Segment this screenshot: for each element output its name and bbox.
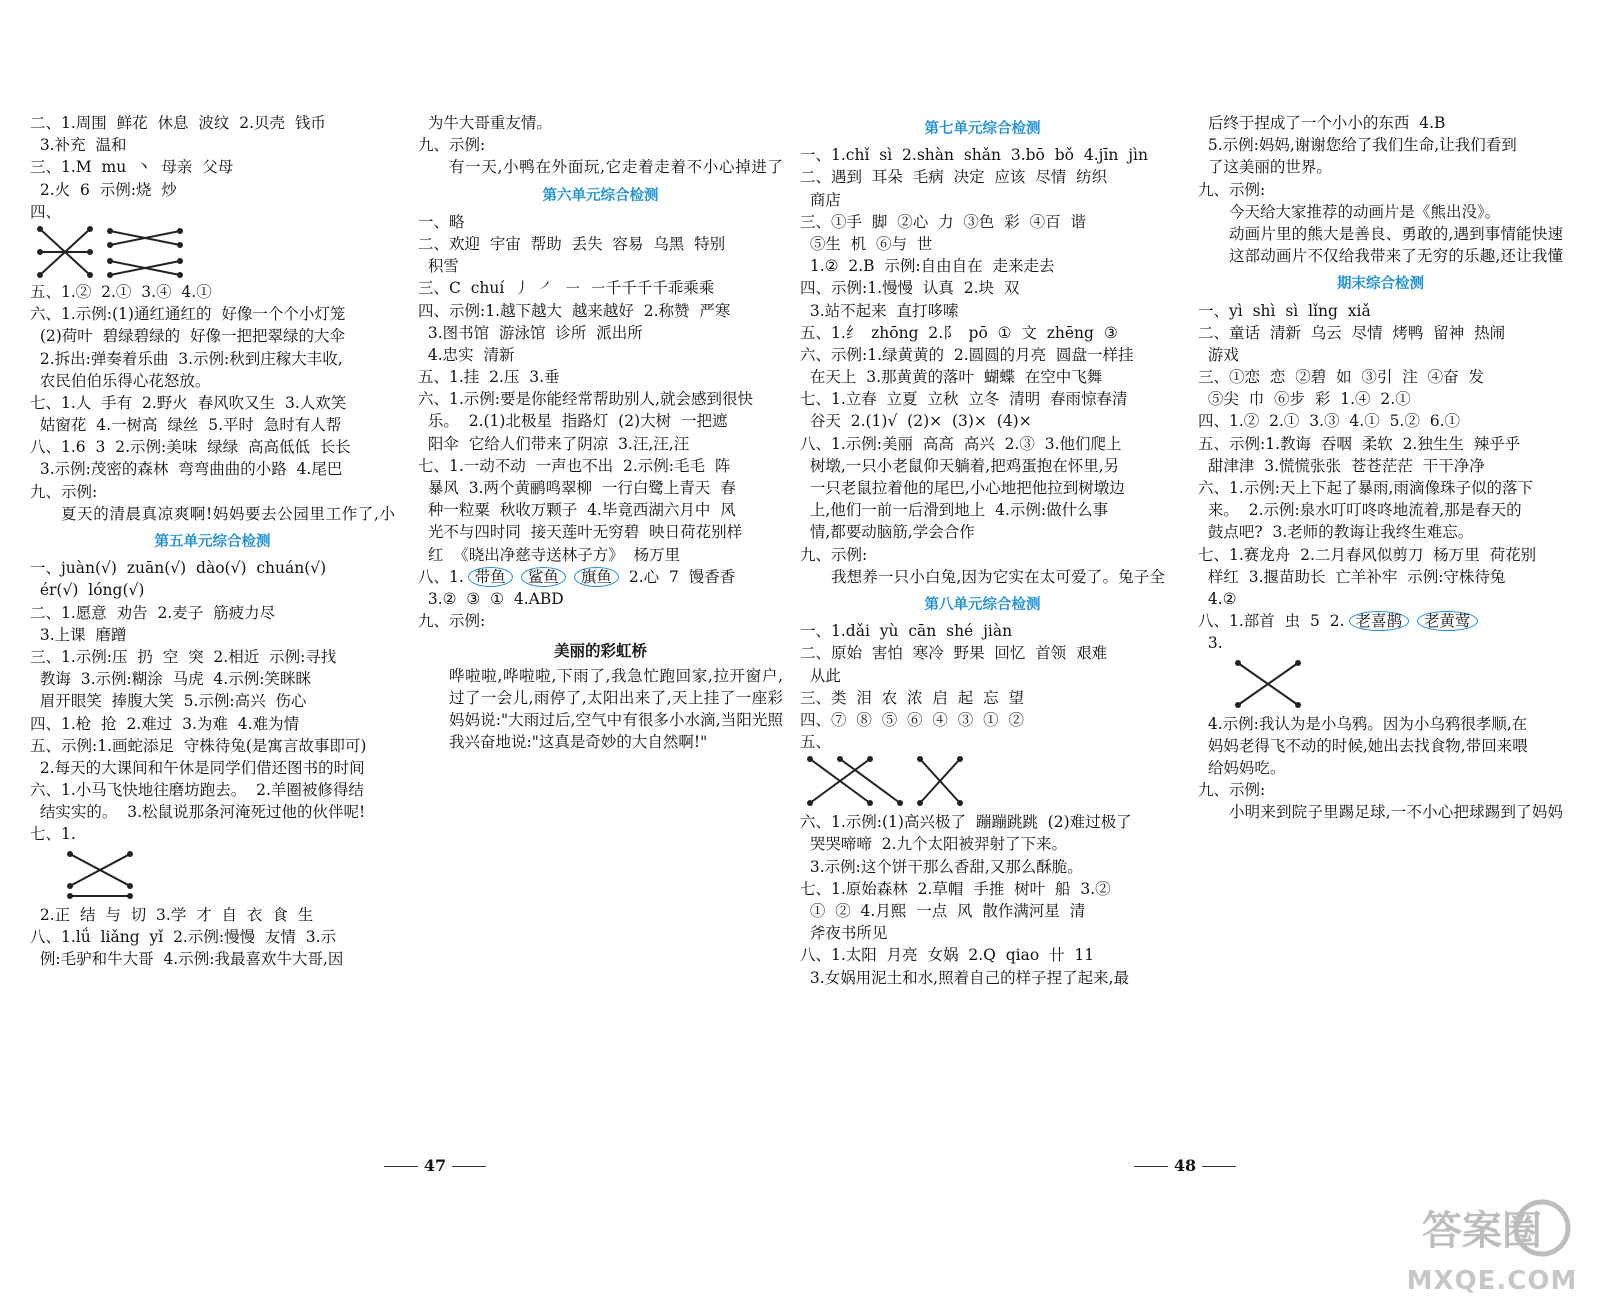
- answer-line-circled: [1198, 610, 1563, 632]
- answer-line: 六、1.示例:(1)通红通红的 好像一个个小灯笼: [30, 305, 346, 324]
- circled-answer: 旗鱼: [574, 567, 619, 587]
- matching-dot: [1295, 660, 1301, 666]
- answer-line: 二、1.愿意 劝告 2.麦子 筋疲力尽: [30, 603, 276, 622]
- answer-line: 四、: [30, 202, 62, 221]
- matching-dot: [177, 228, 183, 234]
- answer-line: 五、: [800, 733, 832, 752]
- answer-line: 六、1.示例:(1)高兴极了 蹦蹦跳跳 (2)难过极了: [800, 813, 1132, 832]
- answer-line: 3.② ③ ① 4.ABD: [418, 589, 564, 608]
- answer-line: 例:毛驴和牛大哥 4.示例:我最喜欢牛大哥,因: [30, 950, 344, 969]
- circled-answer: 老喜鹊: [1349, 611, 1410, 631]
- matching-dot: [37, 272, 43, 278]
- matching-dot: [127, 851, 133, 857]
- answer-line: 四、示例:1.越下越大 越来越好 2.称赞 严寒: [418, 301, 731, 320]
- answer-line: 树墩,一只小老鼠仰天躺着,把鸡蛋抱在怀里,另: [800, 456, 1120, 475]
- essay-paragraph: 我想养一只小白兔,因为它实在太可爱了。兔子全: [831, 567, 1165, 586]
- matching-dot: [897, 800, 903, 806]
- answer-line: 了这美丽的世界。: [1198, 158, 1332, 177]
- answer-line: 三、①手 脚 ②心 力 ③色 彩 ④百 谐: [800, 212, 1086, 231]
- answer-line: 九、示例:: [30, 482, 98, 501]
- answer-line: 一、1.dǎi yù cān shé jiàn: [800, 622, 1013, 641]
- watermark: [1402, 1196, 1582, 1296]
- matching-diagram: [30, 846, 395, 904]
- answer-line: 甜津津 3.慌慌张张 苍苍茫茫 干干净净: [1198, 456, 1485, 475]
- circled-answer: 鲨鱼: [521, 567, 566, 587]
- answer-line: 九、示例:: [800, 545, 868, 564]
- matching-dot: [867, 756, 873, 762]
- answer-line: 从此: [800, 666, 841, 685]
- matching-dot: [107, 228, 113, 234]
- answer-line: 八、1.示例:美丽 高高 高兴 2.③ 3.他们爬上: [800, 434, 1122, 453]
- answer-line: 3.图书馆 游泳馆 诊所 派出所: [418, 323, 643, 342]
- answer-line: 眉开眼笑 捧腹大笑 5.示例:高兴 伤心: [30, 692, 307, 711]
- answer-line: ⑤生 机 ⑥与 世: [800, 234, 933, 253]
- column-4: [1198, 112, 1563, 823]
- matching-dot: [87, 249, 93, 255]
- answer-line: 鼓点吧? 3.老师的教诲让我终生难忘。: [1198, 523, 1474, 542]
- essay-paragraph: 我兴奋地说:"这真是奇妙的大自然啊!": [449, 733, 708, 752]
- answer-line: 结实实的。 3.松鼠说那条河淹死过他的伙伴呢!: [30, 803, 366, 822]
- circled-answer: 2.心 7 馒香香: [628, 567, 736, 586]
- essay-paragraph: 今天给大家推荐的动画片是《熊出没》。: [1229, 202, 1501, 221]
- matching-diagram: [1198, 655, 1563, 713]
- watermark-logo: [1412, 1196, 1572, 1262]
- answer-line: 三、类 泪 农 浓 启 起 忘 望: [800, 688, 1024, 707]
- essay-paragraph: 过了一会儿,雨停了,太阳出来了,天上挂了一座彩: [449, 688, 783, 707]
- matching-dot: [37, 226, 43, 232]
- answer-line: 妈妈老得飞不动的时候,她出去找食物,带回来喂: [1198, 736, 1528, 755]
- essay-paragraph: 哗啦啦,哗啦啦,下雨了,我急忙跑回家,拉开窗户,: [449, 666, 783, 685]
- matching-dot: [957, 756, 963, 762]
- matching-dot: [127, 893, 133, 899]
- answer-line: 4.忠实 清新: [418, 345, 515, 364]
- line-prefix: 八、1.: [418, 567, 464, 586]
- watermark-logo-text: 答案圈: [1422, 1208, 1542, 1254]
- answer-line: 七、1.一动不动 一声也不出 2.示例:毛毛 阵: [418, 456, 731, 475]
- answer-line: 1.② 2.B 示例:自由自在 走来走去: [800, 257, 1055, 276]
- matching-dot: [37, 249, 43, 255]
- watermark-site: MXQE.COM: [1406, 1266, 1578, 1296]
- answer-line: 游戏: [1198, 345, 1239, 364]
- answer-line: 4.②: [1198, 589, 1237, 608]
- answer-line: 红 《晓出净慈寺送林子方》 杨万里: [418, 545, 681, 564]
- essay-paragraph: 这部动画片不仅给我带来了无穷的乐趣,还让我懂: [1229, 247, 1563, 266]
- answer-line: 给妈妈吃。: [1198, 758, 1286, 777]
- answer-line: 八、1.6 3 2.示例:美味 绿绿 高高低低 长长: [30, 438, 351, 457]
- answer-line: 种一粒粟 秋收万颗子 4.毕竟西湖六月中 风: [418, 501, 736, 520]
- answer-line: 来。 2.示例:泉水叮叮咚咚地流着,那是春天的: [1198, 501, 1522, 520]
- matching-dot: [917, 800, 923, 806]
- matching-dot: [107, 272, 113, 278]
- answer-line: 八、1.太阳 月亮 女娲 2.Q qiao 卄 11: [800, 946, 1095, 965]
- matching-dot: [807, 756, 813, 762]
- answer-line: 在天上 3.那黄黄的落叶 蝴蝶 在空中飞舞: [800, 368, 1103, 387]
- answer-line: ér(√) lóng(√): [30, 581, 145, 600]
- matching-dot: [177, 242, 183, 248]
- answer-line: 为牛大哥重友情。: [418, 114, 552, 132]
- essay-paragraph: 小明来到院子里踢足球,一不小心把球踢到了妈妈: [1229, 803, 1563, 822]
- page-number-left: 47: [370, 1156, 500, 1175]
- answer-line: 光不与四时同 接天莲叶无穷碧 映日荷花别样: [418, 523, 743, 542]
- essay-paragraph: 夏天的清晨真凉爽啊!妈妈要去公园里工作了,小: [61, 504, 395, 523]
- answer-line: 六、示例:1.绿黄黄的 2.圆圆的月亮 圆盘一样挂: [800, 345, 1134, 364]
- answer-line: ⑤尖 巾 ⑥步 彩 1.④ 2.①: [1198, 390, 1411, 409]
- answer-line: 六、1.示例:要是你能经常帮助别人,就会感到很快: [418, 390, 753, 409]
- matching-dot: [87, 226, 93, 232]
- answer-line: 九、示例:: [418, 612, 486, 631]
- answer-line: 七、1.赛龙舟 2.二月春风似剪刀 杨万里 荷花别: [1198, 545, 1537, 564]
- matching-dot: [67, 851, 73, 857]
- answer-line: 情,都要动脑筋,学会合作: [800, 523, 975, 542]
- answer-line: 2.每天的大课间和午休是同学们借还图书的时间: [30, 758, 365, 777]
- matching-dot: [917, 756, 923, 762]
- section-heading: 第八单元综合检测: [924, 596, 1041, 613]
- answer-line: 暴风 3.两个黄鹂鸣翠柳 一行白鹭上青天 春: [418, 479, 736, 498]
- answer-line: 一、略: [418, 212, 465, 231]
- answer-line: 上,他们一前一后滑到地上 4.示例:做什么事: [800, 501, 1109, 520]
- answer-line: 二、童话 清新 乌云 尽情 烤鸭 留神 热闹: [1198, 323, 1506, 342]
- matching-dot: [177, 258, 183, 264]
- section-heading: 第六单元综合检测: [542, 187, 659, 204]
- answer-line: 积雪: [418, 257, 459, 276]
- answer-line: 阳伞 它给人们带来了阴凉 3.汪,汪,汪: [418, 434, 690, 453]
- answer-line: 三、1.M mu 丶 母亲 父母: [30, 158, 234, 177]
- answer-line: 九、示例:: [1198, 781, 1266, 800]
- answer-line: 4.示例:我认为是小乌鸦。因为小乌鸦很孝顺,在: [1198, 714, 1528, 733]
- answer-line: 斧夜书所见: [800, 924, 888, 943]
- answer-line: 教诲 3.示例:糊涂 马虎 4.示例:笑眯眯: [30, 670, 311, 689]
- answer-line: 六、1.小马飞快地往磨坊跑去。 2.羊圈被修得结: [30, 781, 364, 800]
- matching-line: [840, 759, 900, 803]
- matching-dot: [957, 800, 963, 806]
- matching-dot: [87, 272, 93, 278]
- answer-line: 七、1.人 手有 2.野火 春风吹又生 3.人欢笑: [30, 393, 347, 412]
- answer-line: 四、示例:1.慢慢 认真 2.块 双: [800, 279, 1020, 298]
- answer-line: 后终于捏成了一个小小的东西 4.B: [1198, 114, 1446, 132]
- answer-line: 2.拆出:弹奏着乐曲 3.示例:秋到庄稼大丰收,: [30, 349, 343, 368]
- answer-line: 五、示例:1.教诲 吞咽 柔软 2.独生生 辣乎乎: [1198, 434, 1521, 453]
- answer-line: 三、①恋 恋 ②碧 如 ③引 注 ④奋 发: [1198, 368, 1484, 387]
- matching-dot: [1295, 702, 1301, 708]
- matching-dot: [107, 242, 113, 248]
- answer-line: 五、示例:1.画蛇添足 守株待兔(是寓言故事即可): [30, 736, 367, 755]
- answer-line: (2)荷叶 碧绿碧绿的 好像一把把翠绿的大伞: [30, 327, 346, 346]
- answer-line: 3.: [1198, 634, 1223, 653]
- matching-dot: [807, 800, 813, 806]
- answer-line: 四、1.枪 抢 2.难过 3.为难 4.难为情: [30, 714, 300, 733]
- answer-line: 2.火 6 示例:烧 炒: [30, 180, 177, 199]
- answer-line: 七、1.立春 立夏 立秋 立冬 清明 春雨惊春清: [800, 390, 1128, 409]
- answer-line: 3.补充 温和: [30, 136, 127, 155]
- answer-line: 5.示例:妈妈,谢谢您给了我们生命,让我们看到: [1198, 136, 1517, 155]
- answer-line: 谷天 2.(1)√ (2)× (3)× (4)×: [800, 412, 1032, 431]
- right-page: [800, 0, 1600, 1306]
- answer-line: 乐。 2.(1)北极星 指路灯 (2)大树 一把遮: [418, 412, 728, 431]
- matching-dot: [67, 883, 73, 889]
- answer-line: 3.女娲用泥土和水,照着自己的样子捏了起来,最: [800, 968, 1129, 987]
- answer-line: 农民伯伯乐得心花怒放。: [30, 371, 211, 390]
- column-1: [30, 112, 395, 970]
- answer-line: ① ② 4.月熙 一点 风 散作满河星 清: [800, 902, 1086, 921]
- answer-line: 一、yì shì sì lǐng xiǎ: [1198, 301, 1371, 320]
- answer-line: 五、1.挂 2.压 3.垂: [418, 368, 560, 387]
- essay-paragraph: 妈妈说:"大雨过后,空气中有很多小水滴,当阳光照: [449, 710, 783, 729]
- answer-line: 八、1.lǘ liǎng yǐ 2.示例:慢慢 友情 3.示: [30, 927, 337, 946]
- section-heading: 期末综合检测: [1337, 276, 1424, 293]
- answer-line: 五、1.纟 zhōng 2.阝 pō ① 文 zhēng ③: [800, 323, 1118, 342]
- matching-dot: [107, 258, 113, 264]
- circled-answer: 老黄莺: [1417, 611, 1478, 631]
- answer-line: 九、示例:: [1198, 180, 1266, 199]
- answer-line: 哭哭啼啼 2.九个太阳被羿射了下来。: [800, 835, 1067, 854]
- section-heading: 第五单元综合检测: [154, 534, 271, 550]
- answer-line: 七、1.: [30, 825, 76, 844]
- answer-line: 三、1.示例:压 扔 空 突 2.相近 示例:寻找: [30, 647, 337, 666]
- matching-diagram: [800, 753, 1165, 811]
- answer-line: 二、原始 害怕 寒冷 野果 回忆 首领 艰难: [800, 644, 1108, 663]
- matching-diagram: [30, 223, 395, 281]
- answer-line: 一、1.chǐ sì 2.shàn shǎn 3.bō bǒ 4.jīn jìn: [800, 146, 1148, 165]
- answer-line: 二、遇到 耳朵 毛病 决定 应该 尽情 纺织: [800, 168, 1108, 187]
- answer-line: 商店: [800, 190, 841, 209]
- matching-dot: [1235, 702, 1241, 708]
- essay-title: 美丽的彩虹桥: [553, 641, 647, 661]
- answer-line: 四、⑦ ⑧ ⑤ ⑥ ④ ③ ① ②: [800, 710, 1024, 729]
- column-3: [800, 112, 1165, 989]
- essay-paragraph: 有一天,小鸭在外面玩,它走着走着不小心掉进了: [449, 158, 783, 177]
- answer-line: 五、1.② 2.① 3.④ 4.①: [30, 282, 212, 301]
- answer-line: 3.站不起来 直打哆嗦: [800, 301, 959, 320]
- answer-line: 六、1.示例:天上下起了暴雨,雨滴像珠子似的落下: [1198, 479, 1533, 498]
- circled-answer: 带鱼: [468, 567, 513, 587]
- answer-line: 三、C chuí 丿 ㇒ ㇐ ㇐千千千千乖乘乘: [418, 279, 715, 298]
- matching-dot: [67, 893, 73, 899]
- answer-line: 二、欢迎 宇宙 帮助 丢失 容易 乌黑 特别: [418, 234, 726, 253]
- column-2: [418, 112, 783, 753]
- answer-line: 一、juàn(√) zuān(√) dào(√) chuán(√): [30, 559, 327, 578]
- matching-dot: [127, 883, 133, 889]
- answer-line: 3.示例:茂密的森林 弯弯曲曲的小路 4.尾巴: [30, 460, 343, 479]
- section-heading: 第七单元综合检测: [924, 121, 1041, 137]
- matching-dot: [867, 800, 873, 806]
- matching-dot: [837, 756, 843, 762]
- answer-line: 一只老鼠拉着他的尾巴,小心地把他拉到树墩边: [800, 479, 1125, 498]
- matching-dot: [1235, 660, 1241, 666]
- answer-line: 二、1.周围 鲜花 休息 波纹 2.贝壳 钱币: [30, 114, 326, 132]
- answer-line: 2.正 结 与 切 3.学 才 自 衣 食 生: [30, 905, 314, 924]
- matching-dot: [177, 272, 183, 278]
- answer-line: 七、1.原始森林 2.草帽 手推 树叶 船 3.②: [800, 879, 1111, 898]
- answer-line: 姑窗花 4.一树高 绿丝 5.平时 急时有人帮: [30, 416, 342, 435]
- answer-line: 四、1.② 2.① 3.③ 4.① 5.② 6.①: [1198, 412, 1461, 431]
- line-prefix: 八、1.部首 虫 5 2.: [1198, 612, 1345, 631]
- answer-line: 3.示例:这个饼干那么香甜,又那么酥脆。: [800, 857, 1083, 876]
- page-number-right: 48: [1120, 1156, 1250, 1175]
- answer-line: 九、示例:: [418, 136, 486, 155]
- essay-paragraph: 动画片里的熊大是善良、勇敢的,遇到事情能快速: [1229, 224, 1563, 243]
- answer-line-circled: [418, 566, 783, 588]
- answer-line: 3.上课 磨蹭: [30, 625, 127, 644]
- answer-line: 样红 3.揠苗助长 亡羊补牢 示例:守株待兔: [1198, 567, 1506, 586]
